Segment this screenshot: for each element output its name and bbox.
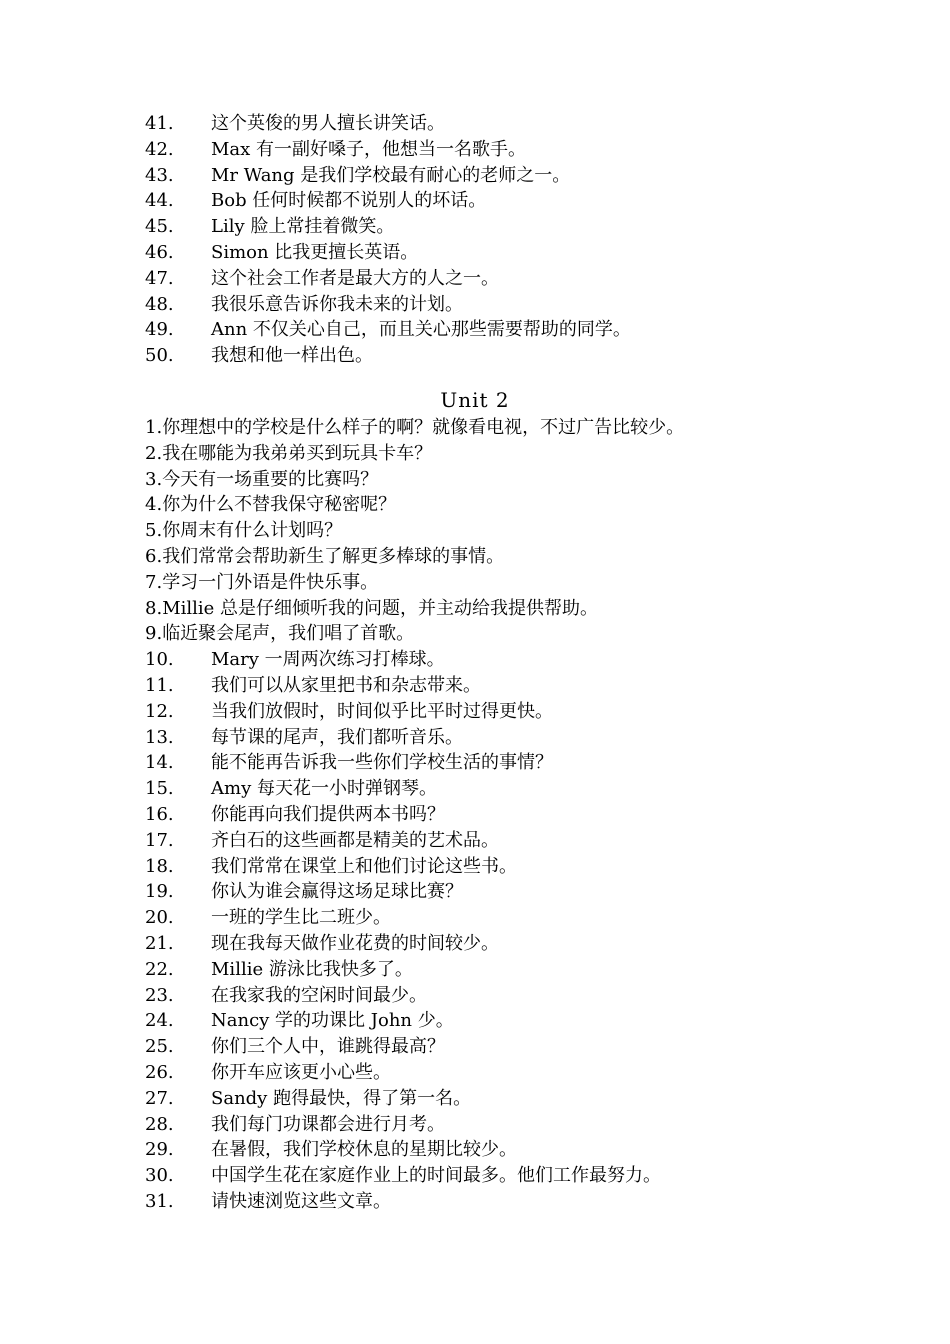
list-item (145, 266, 845, 292)
item-text: 能不能再告诉我一些你们学校生活的事情？ (211, 752, 553, 774)
item-number: 20. (145, 907, 174, 929)
list-item (145, 828, 845, 854)
list-item (145, 1112, 845, 1138)
item-number: 26. (145, 1061, 174, 1083)
list-item (145, 854, 845, 880)
item-text: Sandy 跑得最快，得了第一名。 (211, 1087, 472, 1109)
item-number: 23. (145, 984, 174, 1006)
item-number: 4. (145, 494, 163, 516)
item-text: Ann 不仅关心自己，而且关心那些需要帮助的同学。 (211, 319, 631, 341)
list-item (145, 292, 845, 318)
sentence-list-unit-1-end (145, 111, 845, 369)
item-number: 21. (145, 932, 174, 954)
list-item (145, 240, 845, 266)
list-item (145, 1060, 845, 1086)
item-number: 18. (145, 855, 174, 877)
item-text: 一班的学生比二班少。 (211, 907, 391, 929)
list-item (145, 1189, 845, 1215)
item-number: 31. (145, 1190, 174, 1212)
item-text: 临近聚会尾声，我们唱了首歌。 (162, 623, 415, 645)
list-item (145, 776, 845, 802)
item-text: Mary 一周两次练习打棒球。 (211, 649, 445, 671)
item-text: 你能再向我们提供两本书吗？ (211, 803, 445, 825)
item-number: 5. (145, 520, 163, 542)
list-item (145, 317, 845, 343)
item-number: 29. (145, 1139, 174, 1161)
list-item (145, 441, 845, 467)
item-text: 今天有一场重要的比赛吗？ (162, 468, 379, 490)
item-number: 2. (145, 442, 163, 464)
item-text: 学习一门外语是件快乐事。 (162, 571, 379, 593)
list-item (145, 111, 845, 137)
list-item (145, 1034, 845, 1060)
list-item (145, 188, 845, 214)
list-item (145, 905, 845, 931)
item-text: Mr Wang 是我们学校最有耐心的老师之一。 (211, 164, 571, 186)
item-text: Amy 每天花一小时弹钢琴。 (211, 778, 437, 800)
item-number: 12. (145, 700, 174, 722)
item-number: 3. (145, 468, 163, 490)
item-number: 44. (145, 190, 174, 212)
list-item (145, 983, 845, 1009)
list-item (145, 931, 845, 957)
item-number: 13. (145, 726, 174, 748)
list-item (145, 957, 845, 983)
item-text: 你开车应该更小心些。 (211, 1061, 391, 1083)
item-text: Bob 任何时候都不说别人的坏话。 (211, 190, 487, 212)
item-text: 当我们放假时，时间似乎比平时过得更快。 (211, 700, 553, 722)
unit-heading: Unit 2 (440, 388, 510, 412)
list-item (145, 1137, 845, 1163)
item-number: 42. (145, 138, 174, 160)
item-number: 14. (145, 752, 174, 774)
item-text: 我们每门功课都会进行月考。 (211, 1113, 445, 1135)
item-number: 28. (145, 1113, 174, 1135)
item-number: 25. (145, 1036, 174, 1058)
list-item (145, 137, 845, 163)
list-item (145, 1163, 845, 1189)
item-number: 1. (145, 417, 163, 438)
item-text: Millie 总是仔细倾听我的问题，并主动给我提供帮助。 (162, 597, 599, 619)
list-item (145, 1008, 845, 1034)
list-item (145, 699, 845, 725)
list-item (145, 802, 845, 828)
item-text: 请快速浏览这些文章。 (211, 1190, 391, 1212)
item-text: Simon 比我更擅长英语。 (211, 241, 419, 263)
item-text: 这个社会工作者是最大方的人之一。 (211, 267, 499, 289)
list-item (145, 467, 845, 493)
item-text: 我们常常会帮助新生了解更多棒球的事情。 (162, 545, 505, 567)
item-number: 15. (145, 778, 174, 800)
item-text: 这个英俊的男人擅长讲笑话。 (211, 113, 445, 134)
item-number: 30. (145, 1165, 174, 1187)
item-text: 你们三个人中，谁跳得最高？ (211, 1036, 445, 1058)
list-item (145, 570, 845, 596)
item-number: 48. (145, 293, 174, 315)
sentence-list-unit-2 (145, 415, 845, 1215)
item-text: 你认为谁会赢得这场足球比赛？ (211, 881, 463, 903)
item-text: 每节课的尾声，我们都听音乐。 (211, 726, 463, 748)
list-item (145, 214, 845, 240)
list-item (145, 544, 845, 570)
item-number: 9. (145, 623, 163, 645)
item-text: 我想和他一样出色。 (211, 345, 373, 367)
item-text: 我在哪能为我弟弟买到玩具卡车？ (162, 442, 433, 464)
list-item (145, 879, 845, 905)
list-item (145, 673, 845, 699)
list-item (145, 750, 845, 776)
item-number: 22. (145, 958, 174, 980)
item-text: Millie 游泳比我快多了。 (211, 958, 413, 980)
item-number: 43. (145, 164, 174, 186)
item-number: 10. (145, 649, 174, 671)
list-item (145, 1086, 845, 1112)
item-number: 45. (145, 216, 174, 238)
item-number: 41. (145, 113, 174, 134)
item-text: 齐白石的这些画都是精美的艺术品。 (211, 829, 499, 851)
item-text: 中国学生花在家庭作业上的时间最多。他们工作最努力。 (211, 1165, 661, 1187)
list-item (145, 492, 845, 518)
list-item (145, 415, 845, 441)
item-number: 11. (145, 674, 174, 696)
item-text: 在暑假，我们学校休息的星期比较少。 (211, 1139, 517, 1161)
item-number: 16. (145, 803, 174, 825)
list-item (145, 621, 845, 647)
item-text: 在我家我的空闲时间最少。 (211, 984, 427, 1006)
item-text: 你周末有什么计划吗？ (162, 520, 343, 542)
item-number: 19. (145, 881, 174, 903)
item-number: 6. (145, 545, 163, 567)
item-text: 我们可以从家里把书和杂志带来。 (211, 674, 481, 696)
item-text: 现在我每天做作业花费的时间较少。 (211, 932, 499, 954)
list-item (145, 725, 845, 751)
item-number: 47. (145, 267, 174, 289)
item-number: 17. (145, 829, 174, 851)
item-text: Max 有一副好嗓子，他想当一名歌手。 (211, 138, 527, 160)
list-item (145, 647, 845, 673)
item-number: 8. (145, 597, 163, 619)
item-text: Lily 脸上常挂着微笑。 (211, 216, 395, 238)
item-text: Nancy 学的功课比 John 少。 (211, 1010, 454, 1032)
item-number: 46. (145, 241, 174, 263)
item-text: 你理想中的学校是什么样子的啊？就像看电视，不过广告比较少。 (162, 417, 685, 438)
list-item (145, 596, 845, 622)
item-number: 49. (145, 319, 174, 341)
item-text: 我很乐意告诉你我未来的计划。 (211, 293, 463, 315)
item-text: 你为什么不替我保守秘密呢？ (162, 494, 397, 516)
list-item (145, 518, 845, 544)
item-number: 7. (145, 571, 163, 593)
item-number: 50. (145, 345, 174, 367)
item-text: 我们常常在课堂上和他们讨论这些书。 (211, 855, 517, 877)
item-number: 27. (145, 1087, 174, 1109)
list-item (145, 343, 845, 369)
list-item (145, 163, 845, 189)
item-number: 24. (145, 1010, 174, 1032)
